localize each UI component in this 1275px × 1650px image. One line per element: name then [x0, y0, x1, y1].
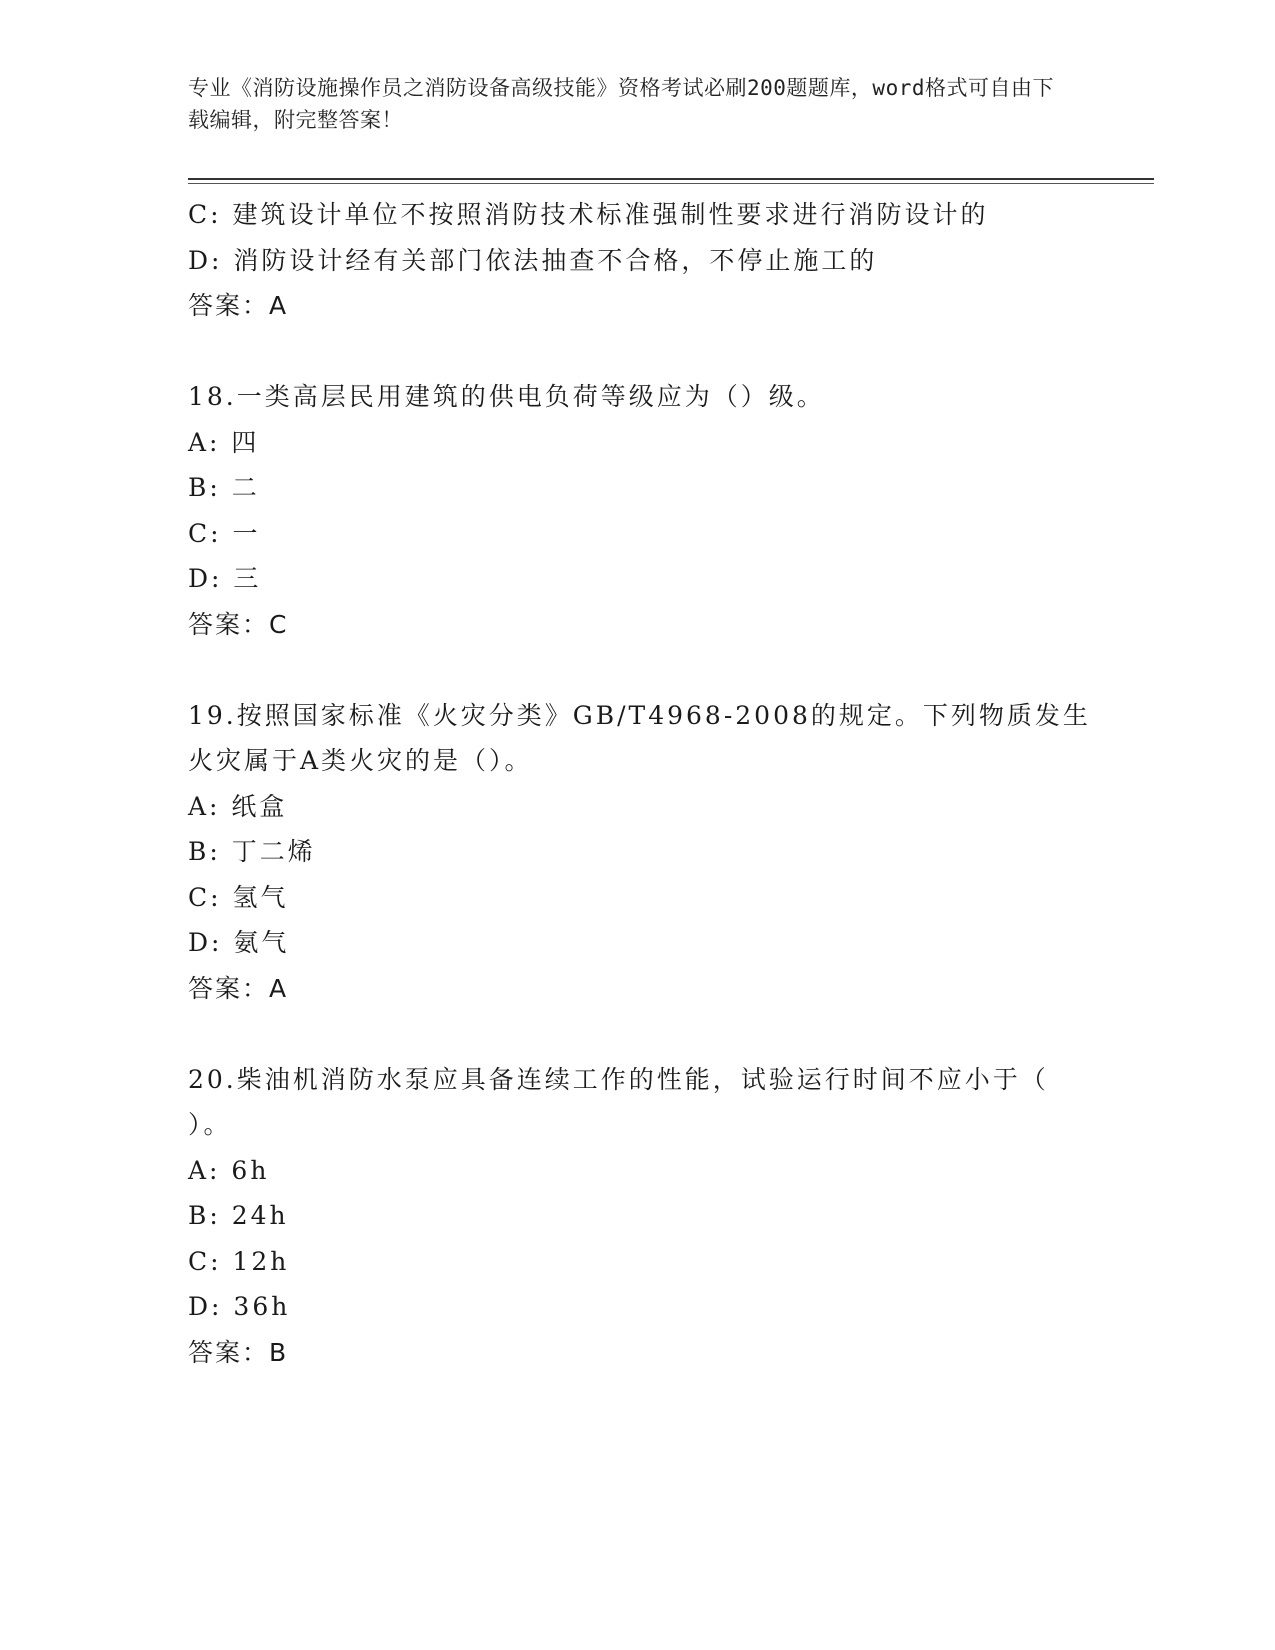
question-content	[188, 192, 1091, 1375]
spacer	[188, 329, 1088, 375]
q18-question: 18.一类高层民用建筑的供电负荷等级应为（）级。	[188, 382, 825, 411]
prev-option-d: D: 消防设计经有关部门依法抽查不合格，不停止施工的	[188, 245, 878, 275]
q19-option-b: B: 丁二烯	[188, 837, 316, 866]
q19-option-d: D: 氨气	[188, 928, 290, 957]
q19-question-line2: 火灾属于A类火灾的是（）。	[188, 746, 533, 775]
q18-option-d: D: 三	[188, 564, 262, 593]
q20-question-line2: ）。	[188, 1110, 232, 1139]
spacer	[188, 1011, 1088, 1057]
header-divider-thin	[188, 183, 1154, 184]
q20-question-line1: 20.柴油机消防水泵应具备连续工作的性能，试验运行时间不应小于（	[188, 1064, 1049, 1094]
q19-option-a: A: 纸盒	[188, 791, 288, 821]
document-header: 专业《消防设施操作员之消防设备高级技能》资格考试必刷200题题库，word格式可自由下载编辑，附完整答案！	[188, 76, 1054, 132]
q18-answer: 答案：C	[188, 609, 289, 639]
q19-question-line1: 19.按照国家标准《火灾分类》GB/T4968-2008的规定。下列物质发生	[188, 700, 1091, 730]
header-divider-thick	[188, 178, 1154, 180]
prev-answer: 答案：A	[188, 291, 289, 320]
q20-option-c: C: 12h	[188, 1246, 290, 1276]
q18-option-b: B: 二	[188, 473, 260, 502]
q20-option-b: B: 24h	[188, 1201, 289, 1230]
q20-option-a: A: 6h	[188, 1155, 270, 1185]
q19-answer: 答案：A	[188, 973, 289, 1003]
spacer	[188, 647, 1088, 693]
q18-option-c: C: 一	[188, 518, 261, 548]
q20-option-d: D: 36h	[188, 1292, 291, 1321]
q18-option-a: A: 四	[188, 427, 260, 457]
q19-option-c: C: 氢气	[188, 882, 289, 912]
q20-answer: 答案：B	[188, 1337, 289, 1367]
prev-option-c: C: 建筑设计单位不按照消防技术标准强制性要求进行消防设计的	[188, 200, 989, 229]
